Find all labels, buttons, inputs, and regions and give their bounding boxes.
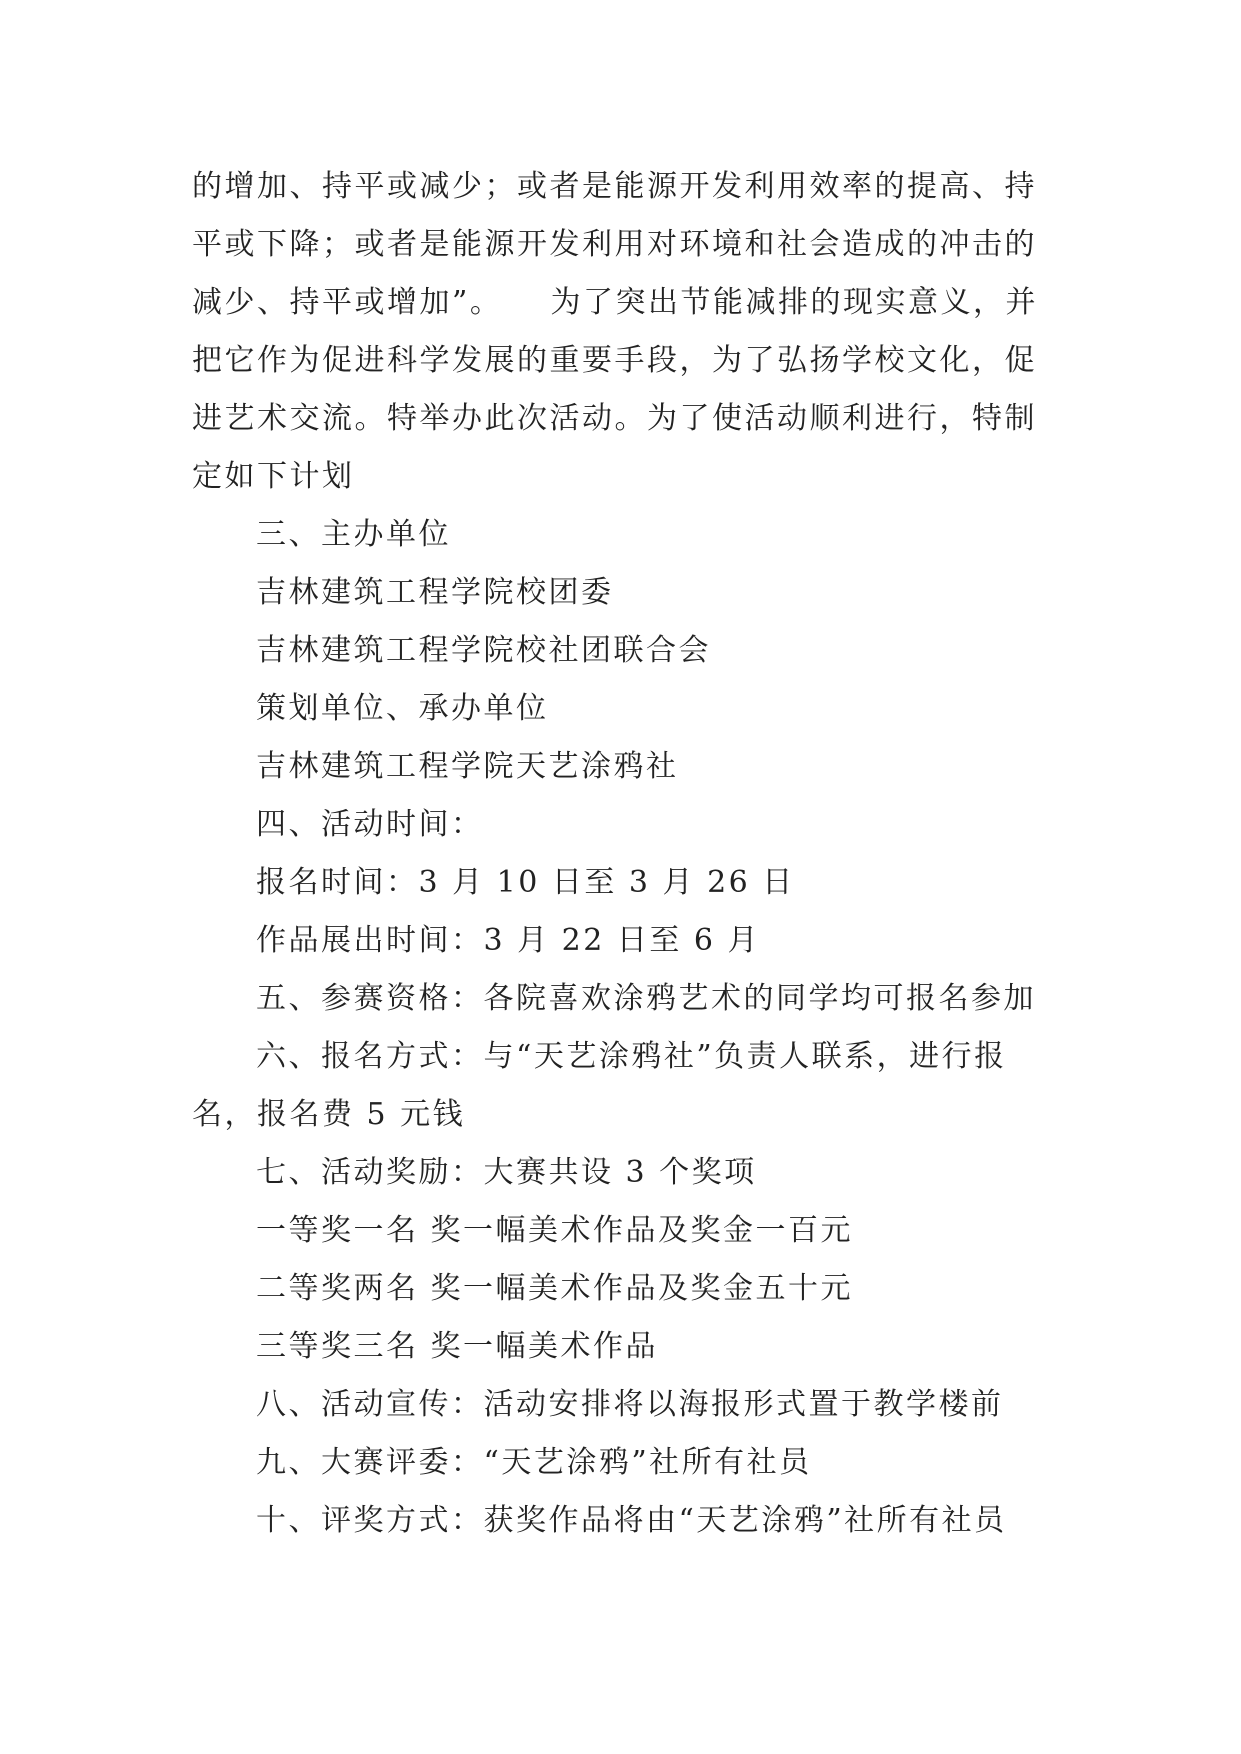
body-line: 把它作为促进科学发展的重要手段，为了弘扬学校文化，促 bbox=[192, 343, 1037, 378]
award-line-second: 二等奖两名 奖一幅美术作品及奖金五十元 bbox=[256, 1271, 854, 1306]
section-heading-publicity: 八、活动宣传：活动安排将以海报形式置于教学楼前 bbox=[256, 1387, 1004, 1422]
section-heading-time: 四、活动时间： bbox=[256, 807, 484, 842]
award-line-first: 一等奖一名 奖一幅美术作品及奖金一百元 bbox=[256, 1213, 854, 1248]
section-heading-eligibility: 五、参赛资格：各院喜欢涂鸦艺术的同学均可报名参加 bbox=[256, 981, 1036, 1016]
section-heading-registration: 六、报名方式：与“天艺涂鸦社”负责人联系，进行报 bbox=[256, 1039, 1007, 1074]
award-line-third: 三等奖三名 奖一幅美术作品 bbox=[256, 1329, 659, 1364]
section-heading-organizer: 三、主办单位 bbox=[256, 517, 451, 552]
organizer-line: 吉林建筑工程学院校社团联合会 bbox=[256, 633, 711, 668]
body-line: 定如下计划 bbox=[192, 459, 355, 494]
section-heading-judging: 十、评奖方式：获奖作品将由“天艺涂鸦”社所有社员 bbox=[256, 1503, 1007, 1538]
exhibition-time-line: 作品展出时间：3 月 22 日至 6 月 bbox=[256, 923, 761, 958]
body-line: 名，报名费 5 元钱 bbox=[192, 1097, 466, 1132]
body-line: 减少、持平或增加”。 为了突出节能减排的现实意义，并 bbox=[192, 285, 1038, 320]
registration-time-line: 报名时间：3 月 10 日至 3 月 26 日 bbox=[256, 865, 795, 900]
document-body bbox=[192, 158, 1052, 1550]
organizer-line: 吉林建筑工程学院校团委 bbox=[256, 575, 614, 610]
body-line: 的增加、持平或减少；或者是能源开发利用效率的提高、持 bbox=[192, 169, 1037, 204]
subheading-planner: 策划单位、承办单位 bbox=[256, 691, 549, 726]
section-heading-judges: 九、大赛评委：“天艺涂鸦”社所有社员 bbox=[256, 1445, 812, 1480]
body-line: 平或下降；或者是能源开发利用对环境和社会造成的冲击的 bbox=[192, 227, 1037, 262]
body-line: 进艺术交流。特举办此次活动。为了使活动顺利进行，特制 bbox=[192, 401, 1037, 436]
planner-line: 吉林建筑工程学院天艺涂鸦社 bbox=[256, 749, 679, 784]
section-heading-awards: 七、活动奖励：大赛共设 3 个奖项 bbox=[256, 1155, 757, 1190]
